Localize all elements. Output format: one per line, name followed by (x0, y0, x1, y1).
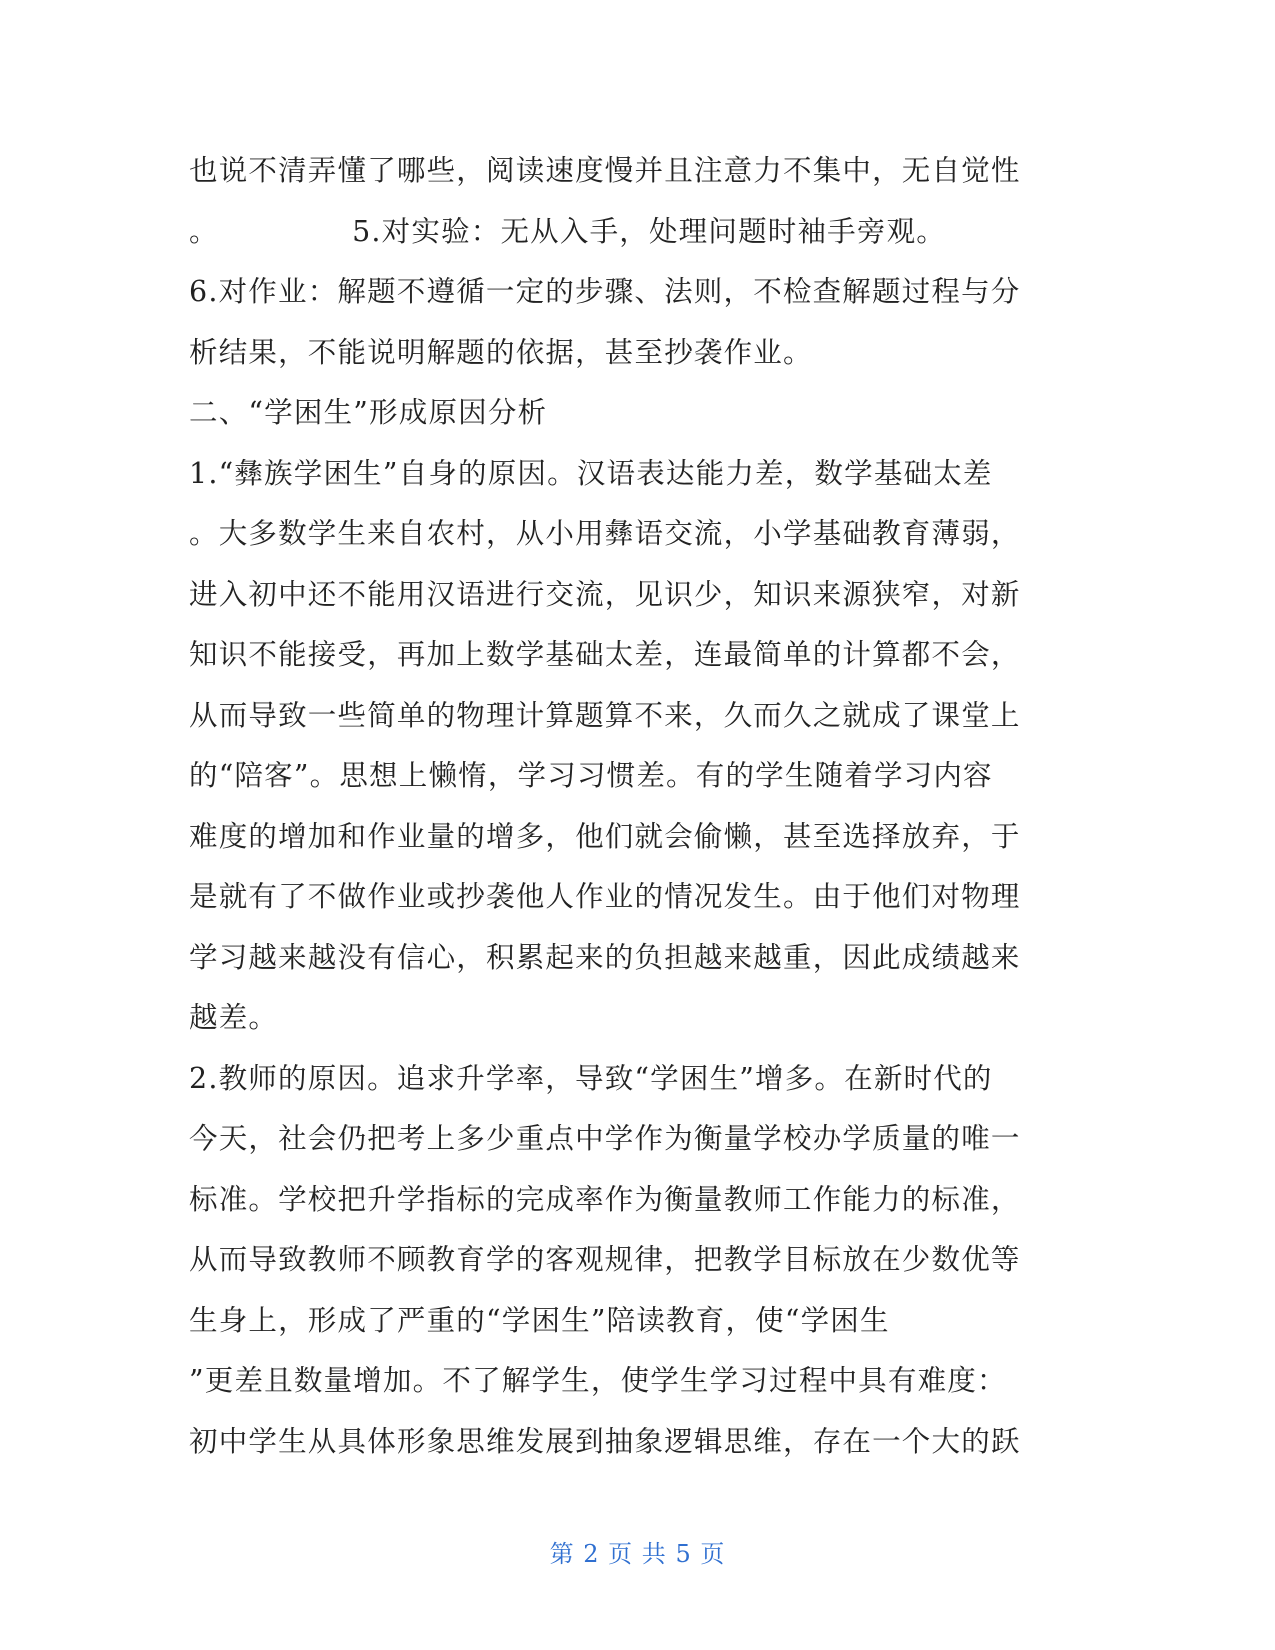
text-line: 从而导致教师不顾教育学的客观规律，把教学目标放在少数优等 (189, 1243, 1021, 1276)
text-line: 也说不清弄懂了哪些，阅读速度慢并且注意力不集中，无自觉性 (189, 154, 1021, 187)
text-line: 从而导致一些简单的物理计算题算不来，久而久之就成了课堂上 (189, 698, 1021, 732)
text-line: 。 5.对实验：无从入手，处理问题时袖手旁观。 (189, 214, 946, 248)
text-line: 。大多数学生来自农村，从小用彝语交流，小学基础教育薄弱， (189, 517, 1021, 550)
text-line: 1.“彝族学困生”自身的原因。汉语表达能力差，数学基础太差 (189, 456, 993, 490)
text-line: 的“陪客”。思想上懒惰，学习习惯差。有的学生随着学习内容 (189, 759, 993, 792)
text-line: ”更差且数量增加。不了解学生，使学生学习过程中具有难度： (189, 1364, 1007, 1397)
text-line: 2.教师的原因。追求升学率，导致“学困生”增多。在新时代的 (189, 1061, 993, 1095)
text-line: 是就有了不做作业或抄袭他人作业的情况发生。由于他们对物理 (189, 880, 1021, 913)
text-line: 越差。 (189, 1001, 279, 1034)
page-number-label: 第 2 页 共 5 页 (549, 1540, 726, 1568)
text-line: 难度的增加和作业量的增多，他们就会偷懒，甚至选择放弃，于 (189, 819, 1021, 853)
text-line: 今天，社会仍把考上多少重点中学作为衡量学校办学质量的唯一 (189, 1122, 1021, 1155)
text-line: 初中学生从具体形象思维发展到抽象逻辑思维，存在一个大的跃 (189, 1424, 1021, 1458)
text-line: 进入初中还不能用汉语进行交流，见识少，知识来源狭窄，对新 (189, 577, 1021, 611)
text-line: 知识不能接受，再加上数学基础太差，连最简单的计算都不会， (189, 638, 1021, 671)
text-line: 标准。学校把升学指标的完成率作为衡量教师工作能力的标准， (189, 1182, 1021, 1216)
text-line: 6.对作业：解题不遵循一定的步骤、法则，不检查解题过程与分 (189, 275, 1021, 308)
page-number-footer (0, 1534, 1275, 1569)
text-line: 生身上，形成了严重的“学困生”陪读教育，使“学困生 (189, 1303, 890, 1337)
section-heading: 二、“学困生”形成原因分析 (189, 396, 548, 429)
text-line: 学习越来越没有信心，积累起来的负担越来越重，因此成绩越来 (189, 940, 1021, 974)
body-text (189, 141, 1069, 1472)
text-line: 析结果，不能说明解题的依据，甚至抄袭作业。 (189, 335, 813, 369)
